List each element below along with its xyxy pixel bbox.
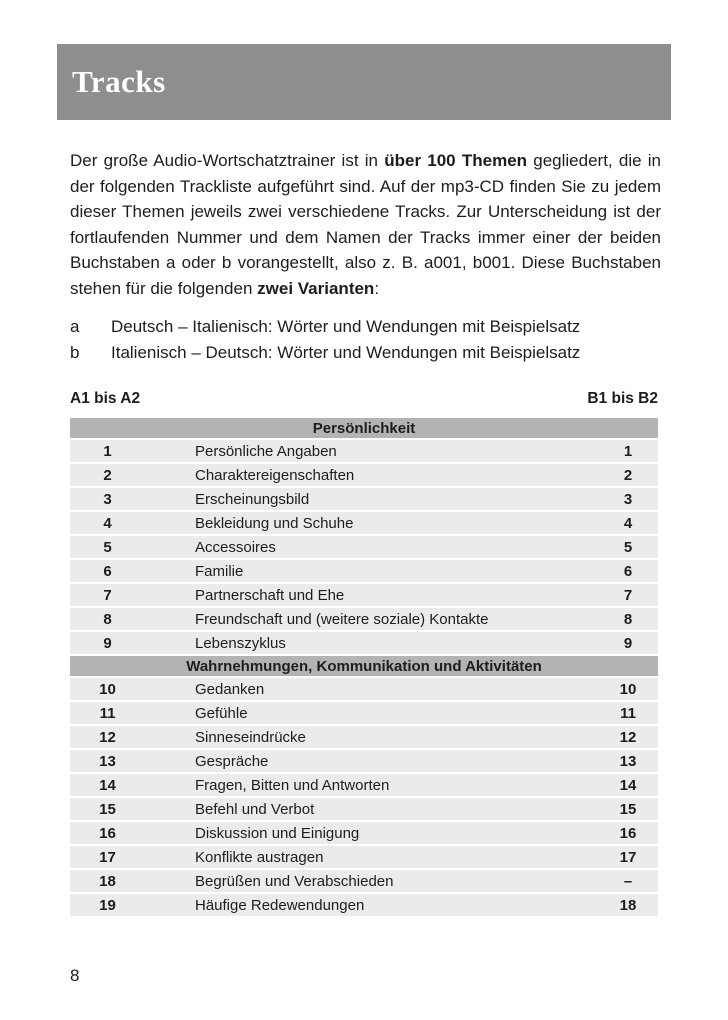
track-title: Partnerschaft und Ehe: [195, 587, 345, 604]
section-header-wahrnehmungen: Wahrnehmungen, Kommunikation und Aktivitäten: [70, 656, 658, 678]
track-title: Fragen, Bitten und Antworten: [195, 777, 390, 794]
track-title: Familie: [195, 563, 244, 580]
track-number-b: 7: [623, 587, 633, 604]
page-number: 8: [70, 966, 80, 985]
table-row: [70, 536, 658, 560]
track-number-b: 12: [619, 729, 637, 746]
track-number-a: 2: [103, 467, 112, 484]
track-title: Accessoires: [195, 539, 276, 556]
table-row: [70, 560, 658, 584]
table-row: [70, 798, 658, 822]
track-number-a: 6: [103, 563, 112, 580]
track-number-b: 6: [623, 563, 633, 580]
table-column-headers: [70, 390, 658, 408]
track-number-b: 2: [623, 467, 633, 484]
track-number-b: 1: [623, 443, 633, 460]
table-row: [70, 584, 658, 608]
track-number-b: 18: [619, 897, 637, 914]
track-number-a: 10: [99, 681, 116, 698]
table-row: [70, 870, 658, 894]
table-row: [70, 894, 658, 918]
table-row: [70, 608, 658, 632]
track-number-b: 15: [619, 801, 637, 818]
track-title: Persönliche Angaben: [195, 443, 337, 460]
track-number-a: 17: [99, 849, 116, 866]
table-row: [70, 774, 658, 798]
track-title: Häufige Redewendungen: [195, 897, 365, 914]
track-number-a: 11: [99, 705, 116, 722]
table-row: [70, 702, 658, 726]
track-number-b: 14: [619, 777, 637, 794]
variant-item-a: [70, 314, 661, 340]
variant-text: Italienisch – Deutsch: Wörter und Wendungen mit Beispielsatz: [111, 343, 581, 362]
track-number-b: 5: [623, 539, 633, 556]
intro-paragraph: [70, 148, 661, 301]
variant-text: Deutsch – Italienisch: Wörter und Wendungen mit Beispielsatz: [111, 317, 581, 336]
track-number-a: 5: [103, 539, 112, 556]
track-number-b: 17: [619, 849, 637, 866]
table-row: [70, 846, 658, 870]
track-number-a: 14: [99, 777, 116, 794]
track-number-a: 8: [103, 611, 112, 628]
variant-key: a: [70, 317, 80, 336]
intro-bold-varianten: zwei Varianten: [257, 278, 375, 298]
track-number-a: 9: [103, 635, 112, 652]
variant-list: [70, 314, 661, 366]
track-title: Erscheinungsbild: [195, 491, 310, 508]
section-header-persoenlichkeit: Persönlichkeit: [70, 418, 658, 440]
table-row: [70, 678, 658, 702]
variant-item-b: [70, 340, 661, 366]
intro-block: [70, 148, 661, 366]
track-title: Bekleidung und Schuhe: [195, 515, 354, 532]
table-row: [70, 750, 658, 774]
intro-text-2: gegliedert, die in der folgenden Trackliste aufgeführt sind. Auf der mp3-CD finden Sie zu jedem dieser Themen jeweils zwei verschiedene Tracks. Zur Unterscheidung ist der fortlaufenden Nummer und dem Namen der Tracks immer einer der beiden Buchstaben a oder b vorangestellt, also z. B. a001, b001. Diese Buchstaben stehen für die folgenden: [70, 151, 662, 298]
table-row: [70, 440, 658, 464]
column-header-left: A1 bis A2: [70, 390, 141, 407]
table-row: [70, 464, 658, 488]
page-title: Tracks: [72, 64, 166, 99]
track-title: Gespräche: [195, 753, 269, 770]
track-number-b: 11: [620, 705, 636, 722]
track-title: Gefühle: [195, 705, 248, 722]
intro-bold-themes: über 100 Themen: [384, 151, 528, 170]
chapter-header-band: [57, 44, 671, 120]
track-number-a: 3: [103, 491, 112, 508]
column-header-right: B1 bis B2: [587, 390, 658, 407]
track-title: Freundschaft und (weitere soziale) Kontakte: [195, 611, 489, 628]
track-title: Diskussion und Einigung: [195, 825, 360, 842]
track-number-a: 1: [103, 443, 112, 460]
track-number-b: 4: [623, 515, 633, 532]
table-row: [70, 512, 658, 536]
track-number-a: 4: [103, 515, 112, 532]
track-number-a: 12: [99, 729, 116, 746]
track-table: [70, 390, 658, 918]
track-title: Konflikte austragen: [195, 849, 324, 866]
track-number-b: 13: [619, 753, 637, 770]
track-number-a: 19: [99, 897, 116, 914]
track-number-b: 16: [619, 825, 637, 842]
track-number-b: 10: [619, 681, 637, 698]
track-number-b: 8: [623, 611, 633, 628]
track-number-a: 18: [99, 873, 116, 890]
track-number-b: 9: [623, 635, 633, 652]
track-number-b: 3: [623, 491, 633, 508]
track-number-a: 16: [99, 825, 116, 842]
track-number-a: 13: [99, 753, 116, 770]
table-row: [70, 726, 658, 750]
track-title: Sinneseindrücke: [195, 729, 306, 746]
track-title: Gedanken: [195, 681, 265, 698]
track-title: Lebenszyklus: [195, 635, 286, 652]
table-row: [70, 822, 658, 846]
track-number-a: 15: [99, 801, 116, 818]
track-number-a: 7: [103, 587, 112, 604]
table-row: [70, 488, 658, 512]
table-row: [70, 632, 658, 656]
intro-text-3: :: [374, 278, 380, 298]
track-title: Charaktereigenschaften: [195, 467, 355, 484]
track-number-b: –: [623, 873, 633, 890]
track-title: Begrüßen und Verabschieden: [195, 873, 394, 890]
track-title: Befehl und Verbot: [195, 801, 315, 818]
intro-text-1: Der große Audio-Wortschatztrainer ist in: [70, 151, 385, 170]
variant-key: b: [70, 343, 80, 362]
